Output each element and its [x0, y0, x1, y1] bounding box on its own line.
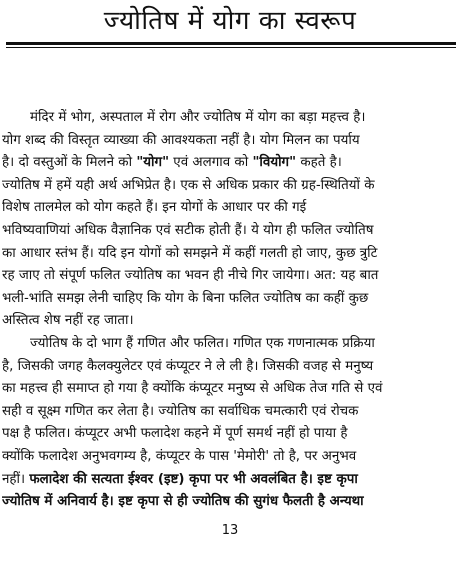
paragraph-line — [2, 491, 456, 514]
paragraph-line — [2, 288, 456, 311]
page-title: ज्योतिष में योग का स्वरूप — [103, 6, 357, 36]
paragraph-line — [2, 469, 456, 492]
paragraph-line — [2, 175, 456, 198]
text-segment: है। दो वस्तुओं के मिलने को — [2, 155, 137, 171]
text-segment: ज्योतिष में हमें यही अर्थ अभिप्रेत है। एक से अधिक प्रकार की ग्रह-स्थितियों के — [2, 177, 375, 193]
text-segment: है, जिसकी जगह कैलक्युलेटर एवं कंप्यूटर ने ले ली है। जिसकी वजह से मनुष्य — [2, 358, 374, 374]
text-segment: ज्योतिष के दो भाग हैं गणित और फलित। गणित एक गणनात्मक प्रक्रिया — [30, 335, 375, 351]
text-segment: विशेष तालमेल को योग कहते हैं। इन योगों के आधार पर की गई — [2, 200, 307, 216]
page-number: 13 — [221, 523, 239, 538]
text-segment: कहते है। — [296, 155, 342, 171]
text-segment: पक्ष है फलित। कंप्यूटर अभी फलादेश कहने में पूर्ण समर्थ नहीं हो पाया है — [2, 426, 348, 442]
text-segment: भली-भांति समझ लेनी चाहिए कि योग के बिना फलित ज्योतिष का कहीं कुछ — [2, 290, 369, 306]
paragraph-line — [2, 310, 456, 333]
paragraph-line — [2, 197, 456, 220]
paragraph-line — [2, 107, 456, 130]
text-segment: अस्तित्व शेष नहीं रह जाता। — [2, 313, 134, 329]
text-segment: रह जाए तो संपूर्ण फलित ज्योतिष का भवन ही नीचे गिर जायेगा। अत: यह बात — [2, 268, 379, 284]
text-segment: का आधार स्तंभ हैं। यदि इन योगों को समझने में कहीं गलती हो जाए, कुछ त्रुटि — [2, 245, 378, 261]
text-segment: योग शब्द की विस्तृत व्याख्या की आवश्यकता नहीं है। योग मिलन का पर्याय — [2, 132, 360, 148]
paragraph-line — [2, 333, 456, 356]
paragraph-line — [2, 220, 456, 243]
paragraph-line — [2, 423, 456, 446]
title-rule-thick — [6, 42, 456, 45]
text-segment: क्योंकि फलादेश अनुभवगम्य है, कंप्यूटर के पास 'मेमोरी' तो है, पर अनुभव — [2, 448, 357, 464]
text-segment: एवं अलगाव को — [169, 155, 253, 171]
text-segment: नहीं। — [2, 471, 30, 487]
paragraph-line — [2, 130, 456, 153]
bold-text-segment: ज्योतिष में अनिवार्य है। इष्ट कृपा से ही ज्योतिष की सुगंध फैलती है अन्यथा — [2, 494, 364, 510]
body-text — [2, 107, 456, 514]
bold-text-segment: "योग" — [136, 155, 170, 171]
paragraph-line — [2, 356, 456, 379]
paragraph-line — [2, 378, 456, 401]
bold-text-segment: "वियोग" — [252, 155, 297, 171]
paragraph-line — [2, 401, 456, 424]
bold-text-segment: फलादेश की सत्यता ईश्वर (इष्ट) कृपा पर भी अवलंबित है। इष्ट कृपा — [29, 471, 358, 487]
text-segment: सही व सूक्ष्म गणित कर लेता है। ज्योतिष का सर्वाधिक चमत्कारी एवं रोचक — [2, 403, 359, 419]
paragraph-line — [2, 152, 456, 175]
text-segment: भविष्यवाणियां अधिक वैज्ञानिक एवं सटीक होती हैं। ये योग ही फलित ज्योतिष — [2, 222, 374, 238]
paragraph-line — [2, 446, 456, 469]
paragraph-line — [2, 243, 456, 266]
text-segment: मंदिर में भोग, अस्पताल में रोग और ज्योतिष में योग का बड़ा महत्त्व है। — [30, 110, 366, 125]
text-segment: का महत्त्व ही समाप्त हो गया है क्योंकि कंप्यूटर मनुष्य से अधिक तेज गति से एवं — [2, 381, 383, 397]
paragraph-line — [2, 265, 456, 288]
title-rule-thin — [6, 47, 456, 48]
